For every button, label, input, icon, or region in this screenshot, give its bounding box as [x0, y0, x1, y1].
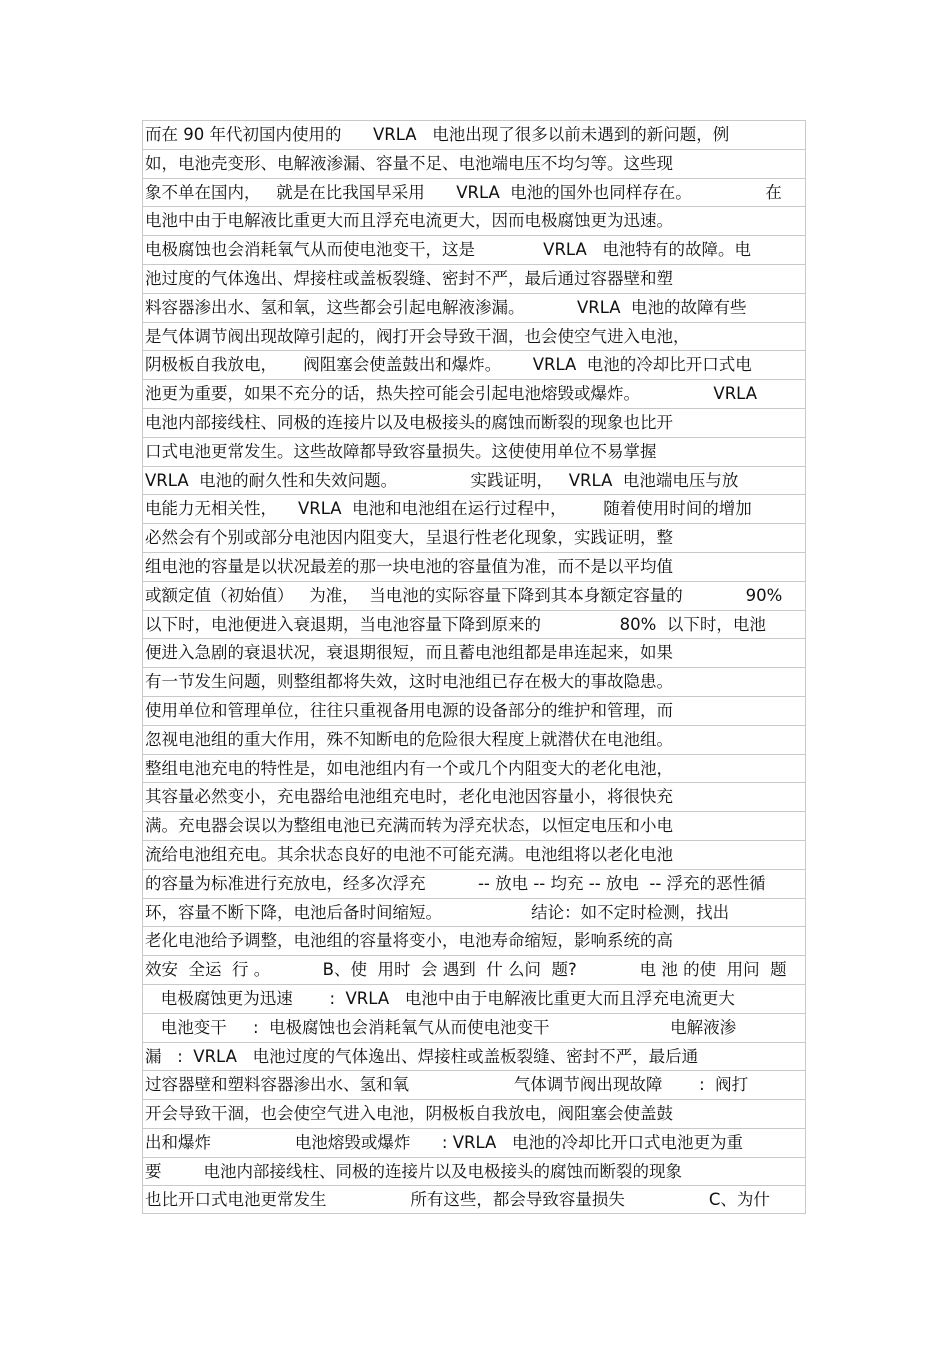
text-line: 或额定值（初始值） 为准， 当电池的实际容量下降到其本身额定容量的 90%: [142, 581, 806, 610]
text-line: 而在 90 年代初国内使用的 VRLA 电池出现了很多以前未遇到的新问题，例: [142, 120, 806, 149]
text-line: VRLA 电池的耐久性和失效问题。 实践证明， VRLA 电池端电压与放: [142, 466, 806, 495]
text-line: 电极腐蚀更为迅速 : VRLA 电池中由于电解液比重更大而且浮充电流更大: [142, 984, 806, 1013]
text-line: 开会导致干涸，也会使空气进入电池，阴极板自我放电，阀阻塞会使盖鼓: [142, 1099, 806, 1128]
text-line: 电池内部接线柱、同极的连接片以及电极接头的腐蚀而断裂的现象也比开: [142, 408, 806, 437]
text-line: 老化电池给予调整，电池组的容量将变小，电池寿命缩短，影响系统的高: [142, 926, 806, 955]
text-line: 电极腐蚀也会消耗氧气从而使电池变干，这是 VRLA 电池特有的故障。电: [142, 235, 806, 264]
text-line: 阴极板自我放电， 阀阻塞会使盖鼓出和爆炸。 VRLA 电池的冷却比开口式电: [142, 350, 806, 379]
text-line: 流给电池组充电。其余状态良好的电池不可能充满。电池组将以老化电池: [142, 840, 806, 869]
text-line: 环，容量不断下降，电池后备时间缩短。 结论：如不定时检测，找出: [142, 898, 806, 927]
text-line: 便进入急剧的衰退状况，衰退期很短，而且蓄电池组都是串连起来，如果: [142, 638, 806, 667]
text-line: 的容量为标准进行充放电，经多次浮充 -- 放电 -- 均充 -- 放电 -- 浮充的恶性循: [142, 869, 806, 898]
text-line: 料容器渗出水、氢和氧，这些都会引起电解液渗漏。 VRLA 电池的故障有些: [142, 293, 806, 322]
text-line: 效安 全运 行 。 B、使 用时 会 遇到 什 么问 题? 电 池 的使 用问 题: [142, 955, 806, 984]
text-line: 满。充电器会误以为整组电池已充满而转为浮充状态，以恒定电压和小电: [142, 811, 806, 840]
text-line: 象不单在国内， 就是在比我国早采用 VRLA 电池的国外也同样存在。 在: [142, 178, 806, 207]
text-line: 有一节发生问题，则整组都将失效，这时电池组已存在极大的事故隐患。: [142, 667, 806, 696]
text-line: 电池中由于电解液比重更大而且浮充电流更大，因而电极腐蚀更为迅速。: [142, 206, 806, 235]
text-line: 忽视电池组的重大作用，殊不知断电的危险很大程度上就潜伏在电池组。: [142, 725, 806, 754]
text-line: 电池变干 : 电极腐蚀也会消耗氧气从而使电池变干 电解液渗: [142, 1013, 806, 1042]
text-line: 组电池的容量是以状况最差的那一块电池的容量值为准，而不是以平均值: [142, 552, 806, 581]
text-line: 口式电池更常发生。这些故障都导致容量损失。这使使用单位不易掌握: [142, 437, 806, 466]
text-line: 使用单位和管理单位，往往只重视备用电源的设备部分的维护和管理，而: [142, 696, 806, 725]
text-line: 其容量必然变小，充电器给电池组充电时，老化电池因容量小，将很快充: [142, 782, 806, 811]
text-line: 如，电池壳变形、电解液渗漏、容量不足、电池端电压不均匀等。这些现: [142, 149, 806, 178]
text-line: 过容器壁和塑料容器渗出水、氢和氧 气体调节阀出现故障 : 阀打: [142, 1070, 806, 1099]
text-line: 池更为重要，如果不充分的话，热失控可能会引起电池熔毁或爆炸。 VRLA: [142, 379, 806, 408]
text-line: 整组电池充电的特性是，如电池组内有一个或几个内阻变大的老化电池，: [142, 754, 806, 783]
text-line: 出和爆炸 电池熔毁或爆炸 : VRLA 电池的冷却比开口式电池更为重: [142, 1128, 806, 1157]
document-body: [142, 120, 806, 1214]
text-line: 也比开口式电池更常发生 所有这些，都会导致容量损失 C、为什: [142, 1185, 806, 1214]
text-line: 必然会有个别或部分电池因内阻变大，呈退行性老化现象，实践证明，整: [142, 523, 806, 552]
text-line: 池过度的气体逸出、焊接柱或盖板裂缝、密封不严，最后通过容器壁和塑: [142, 264, 806, 293]
text-line: 电能力无相关性， VRLA 电池和电池组在运行过程中， 随着使用时间的增加: [142, 494, 806, 523]
text-line: 漏 : VRLA 电池过度的气体逸出、焊接柱或盖板裂缝、密封不严，最后通: [142, 1042, 806, 1071]
text-line: 是气体调节阀出现故障引起的，阀打开会导致干涸，也会使空气进入电池，: [142, 322, 806, 351]
text-line: 要 电池内部接线柱、同极的连接片以及电极接头的腐蚀而断裂的现象: [142, 1157, 806, 1186]
text-line: 以下时，电池便进入衰退期，当电池容量下降到原来的 80% 以下时，电池: [142, 610, 806, 639]
